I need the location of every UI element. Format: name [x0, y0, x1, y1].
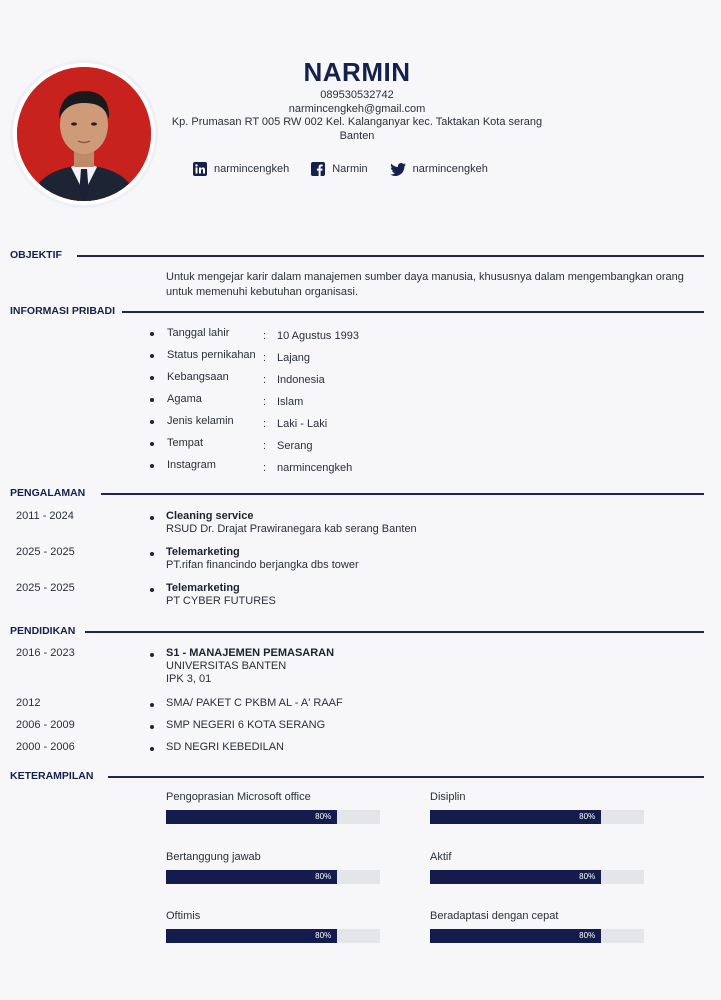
- info-label: Instagram: [167, 459, 216, 471]
- experience-date: 2011 - 2024: [16, 510, 74, 522]
- personal-info-divider: [122, 311, 704, 313]
- experience-divider: [101, 493, 704, 495]
- info-value: Serang: [277, 440, 313, 452]
- education-degree: S1 - MANAJEMEN PEMASARAN: [166, 647, 335, 659]
- skill-item: [166, 910, 380, 940]
- objective-heading: OBJEKTIF: [10, 249, 62, 261]
- info-label: Tempat: [167, 437, 204, 449]
- skill-item: [430, 910, 644, 940]
- skill-name: Oftimis: [166, 910, 201, 922]
- skills-divider: [108, 776, 704, 778]
- education-body: [166, 647, 334, 686]
- bullet: [150, 420, 154, 424]
- skill-item: [430, 851, 644, 881]
- skill-bar: [430, 810, 644, 824]
- bullet: [150, 376, 154, 380]
- bullet: [150, 747, 154, 751]
- experience-date: 2025 - 2025: [16, 546, 75, 558]
- experience-body: [166, 582, 276, 608]
- experience-place: RSUD Dr. Drajat Prawiranegara kab serang Banten: [166, 523, 417, 535]
- experience-role: Telemarketing: [166, 546, 240, 558]
- facebook-icon: [311, 162, 325, 176]
- profile-photo: [13, 63, 155, 205]
- bullet: [150, 552, 154, 556]
- experience-body: [166, 546, 359, 572]
- bullet: [150, 442, 154, 446]
- experience-body: [166, 510, 417, 536]
- skill-bar: [166, 929, 380, 943]
- address-line-1: Kp. Prumasan RT 005 RW 002 Kel. Kalanganyar kec. Taktakan Kota serang: [171, 116, 543, 128]
- experience-place: PT.rifan financindo berjangka dbs tower: [166, 559, 359, 571]
- experience-place: PT CYBER FUTURES: [166, 595, 276, 607]
- experience-role: Cleaning service: [166, 510, 254, 522]
- education-school: UNIVERSITAS BANTEN: [166, 660, 287, 672]
- skill-bar-fill: [430, 870, 601, 884]
- address-line-2: Banten: [339, 129, 375, 142]
- info-value: Laki - Laki: [277, 418, 328, 430]
- skill-bar-fill: [166, 929, 337, 943]
- info-value: Indonesia: [277, 374, 325, 386]
- skill-bar: [430, 929, 644, 943]
- bullet: [150, 464, 154, 468]
- twitter-link[interactable]: [390, 163, 488, 176]
- info-label: Jenis kelamin: [167, 415, 234, 427]
- info-value: narmincengkeh: [277, 462, 353, 474]
- bullet: [150, 332, 154, 336]
- skill-percent: 80%: [315, 872, 332, 881]
- objective-text: Untuk mengejar karir dalam manajemen sumber daya manusia, khususnya dalam mengembangkan orang untuk memenuhi kebutuhan organisasi.: [166, 271, 684, 298]
- bullet: [150, 725, 154, 729]
- contact-header: [160, 55, 554, 143]
- skill-item: [166, 791, 380, 821]
- education-heading: PENDIDIKAN: [10, 625, 76, 637]
- education-gpa: IPK 3, 01: [166, 673, 212, 685]
- info-colon: :: [263, 440, 267, 452]
- skill-item: [166, 851, 380, 881]
- bullet: [150, 354, 154, 358]
- info-label: Status pernikahan: [167, 349, 256, 361]
- facebook-link[interactable]: [311, 162, 367, 176]
- info-colon: :: [263, 418, 267, 430]
- skill-name: Pengoprasian Microsoft office: [166, 791, 311, 803]
- facebook-handle: Narmin: [332, 163, 368, 175]
- skill-bar-fill: [430, 929, 601, 943]
- info-colon: :: [263, 330, 267, 342]
- info-colon: :: [263, 352, 267, 364]
- experience-heading: PENGALAMAN: [10, 487, 86, 499]
- skill-percent: 80%: [579, 812, 596, 821]
- education-school: SMA/ PAKET C PKBM AL - A' RAAF: [166, 697, 343, 709]
- info-colon: :: [263, 396, 267, 408]
- info-value: 10 Agustus 1993: [277, 330, 359, 342]
- person-name: NARMIN: [303, 57, 411, 87]
- info-value: Lajang: [277, 352, 311, 364]
- email-address[interactable]: narmincengkeh@gmail.com: [288, 102, 426, 115]
- education-date: 2000 - 2006: [16, 741, 75, 753]
- social-links: [193, 159, 510, 179]
- education-school: SD NEGRI KEBEDILAN: [166, 741, 284, 753]
- skill-bar: [166, 870, 380, 884]
- bullet: [150, 703, 154, 707]
- skill-percent: 80%: [579, 872, 596, 881]
- education-date: 2012: [16, 697, 41, 709]
- info-colon: :: [263, 374, 267, 386]
- twitter-icon: [390, 163, 406, 176]
- skill-name: Beradaptasi dengan cepat: [430, 910, 559, 922]
- skill-bar: [166, 810, 380, 824]
- bullet: [150, 588, 154, 592]
- experience-role: Telemarketing: [166, 582, 240, 594]
- education-date: 2016 - 2023: [16, 647, 75, 659]
- skill-bar: [430, 870, 644, 884]
- info-colon: :: [263, 462, 267, 474]
- linkedin-icon: [193, 162, 207, 176]
- experience-date: 2025 - 2025: [16, 582, 75, 594]
- linkedin-handle: narmincengkeh: [214, 163, 290, 175]
- linkedin-link[interactable]: [193, 162, 289, 176]
- skill-percent: 80%: [315, 812, 332, 821]
- skill-name: Disiplin: [430, 791, 466, 803]
- bullet: [150, 516, 154, 520]
- info-label: Kebangsaan: [167, 371, 229, 383]
- skills-heading: KETERAMPILAN: [10, 770, 94, 782]
- skill-bar-fill: [166, 810, 337, 824]
- education-school: SMP NEGERI 6 KOTA SERANG: [166, 719, 326, 731]
- info-value: Islam: [277, 396, 304, 408]
- personal-info-heading: INFORMASI PRIBADI: [10, 305, 115, 317]
- education-date: 2006 - 2009: [16, 719, 75, 731]
- twitter-handle: narmincengkeh: [412, 163, 488, 175]
- education-divider: [85, 631, 704, 633]
- info-label: Tanggal lahir: [167, 327, 230, 339]
- profile-photo-image: [17, 67, 151, 201]
- bullet: [150, 653, 154, 657]
- skill-bar-fill: [430, 810, 601, 824]
- bullet: [150, 398, 154, 402]
- skill-name: Aktif: [430, 851, 452, 863]
- skill-percent: 80%: [315, 931, 332, 940]
- skill-item: [430, 791, 644, 821]
- phone-number: 089530532742: [320, 89, 394, 101]
- objective-divider: [77, 255, 704, 257]
- skill-percent: 80%: [579, 931, 596, 940]
- skill-name: Bertanggung jawab: [166, 851, 261, 863]
- skill-bar-fill: [166, 870, 337, 884]
- info-label: Agama: [167, 393, 202, 405]
